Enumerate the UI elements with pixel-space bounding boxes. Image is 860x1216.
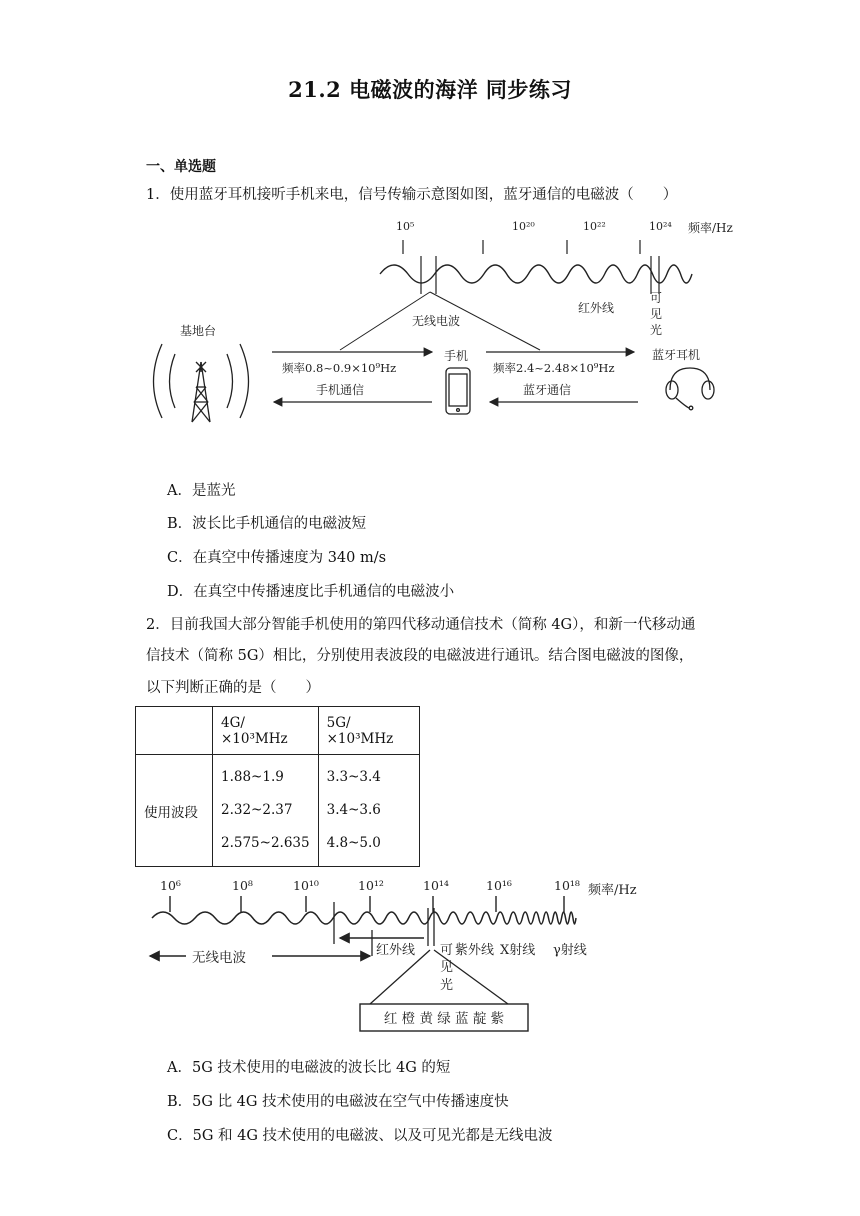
spectrum-radio-label: 无线电波 xyxy=(192,950,246,966)
table-row-label: 使用波段 xyxy=(136,755,213,867)
question-2-stem-line-2: 信技术（简称 5G）相比，分别使用表波段的电磁波进行通讯。结合图电磁波的图像， xyxy=(146,648,694,664)
spectrum-wave xyxy=(152,912,576,924)
question-2-stem-line-3: 以下判断正确的是（ ） xyxy=(146,680,320,696)
page-title: 21.2 电磁波的海洋 同步练习 xyxy=(288,77,572,102)
freq-tick-label: 10²² xyxy=(583,220,606,233)
bluetooth-frequency-label: 频率2.4~2.48×10⁹Hz xyxy=(493,361,615,375)
table-cell-5g xyxy=(318,755,419,867)
spectrum-freq-unit: 频率/Hz xyxy=(588,883,637,898)
spectrum-visible-char: 见 xyxy=(440,960,454,975)
spectrum-tick-label: 10¹⁴ xyxy=(423,878,449,893)
spectrum-tick-label: 10⁸ xyxy=(232,878,253,893)
visible-label-2: 见 xyxy=(650,307,663,321)
table-header-cell: 4G/×10³MHz xyxy=(213,707,319,755)
visible-label-3: 光 xyxy=(650,323,663,337)
spectrum-uv-label: 紫外线 xyxy=(455,943,495,958)
table-cell-4g xyxy=(213,755,319,867)
freq-unit-label: 频率/Hz xyxy=(688,221,733,235)
table-row xyxy=(136,755,420,867)
spectrum-infrared-label: 红外线 xyxy=(376,943,416,958)
band-value: 2.32~2.37 xyxy=(221,802,293,818)
spectrum-tick-label: 10⁶ xyxy=(160,878,181,893)
freq-tick-label: 10²⁴ xyxy=(649,220,672,233)
question-2-stem-line-1: 2．目前我国大部分智能手机使用的第四代移动通信技术（简称 4G），和新一代移动通 xyxy=(146,617,696,633)
phone-icon xyxy=(446,368,470,414)
band-value: 3.3~3.4 xyxy=(326,769,381,785)
section-heading: 一、单选题 xyxy=(146,159,216,175)
visible-label-1: 可 xyxy=(650,291,663,305)
base-station-label: 基地台 xyxy=(180,324,217,338)
q1-option-c[interactable]: C．在真空中传播速度为 340 m/s xyxy=(167,550,387,566)
bluetooth-comm-label: 蓝牙通信 xyxy=(523,383,572,397)
band-value: 2.575~2.635 xyxy=(221,835,310,851)
freq-tick-label: 10⁵ xyxy=(396,220,415,233)
spectrum-tick-label: 10¹⁶ xyxy=(486,878,512,893)
freq-tick-label: 10²⁰ xyxy=(512,220,535,233)
em-wave xyxy=(380,265,692,283)
band-value: 3.4~3.6 xyxy=(326,802,381,818)
phone-comm-label: 手机通信 xyxy=(316,383,365,397)
visible-colors-label: 红 橙 黄 绿 蓝 靛 紫 xyxy=(383,1011,505,1027)
phone-label: 手机 xyxy=(444,349,469,363)
q1-option-a[interactable]: A．是蓝光 xyxy=(167,483,236,499)
band-value: 1.88~1.9 xyxy=(221,769,284,785)
spectrum-visible-char: 光 xyxy=(440,978,454,993)
base-station-icon xyxy=(154,344,249,422)
spectrum-visible-char: 可 xyxy=(440,943,454,958)
table-header-cell: 5G/×10³MHz xyxy=(318,707,419,755)
radio-wave-label: 无线电波 xyxy=(412,314,461,328)
q2-option-b[interactable]: B．5G 比 4G 技术使用的电磁波在空气中传播速度快 xyxy=(167,1094,509,1110)
table-header-cell xyxy=(136,707,213,755)
infrared-label: 红外线 xyxy=(578,301,615,315)
question-1-stem: 1．使用蓝牙耳机接听手机来电，信号传输示意图如图，蓝牙通信的电磁波（ ） xyxy=(146,187,678,203)
phone-frequency-label: 频率0.8~0.9×10⁹Hz xyxy=(282,361,397,375)
q1-option-d[interactable]: D．在真空中传播速度比手机通信的电磁波小 xyxy=(167,584,455,600)
spectrum-tick-label: 10¹⁰ xyxy=(293,878,319,893)
q1-signal-diagram xyxy=(140,212,760,444)
frequency-band-table xyxy=(135,706,420,867)
band-value: 4.8~5.0 xyxy=(326,835,381,851)
spectrum-gamma-label: γ射线 xyxy=(553,943,587,958)
q2-option-a[interactable]: A．5G 技术使用的电磁波的波长比 4G 的短 xyxy=(167,1060,451,1076)
q1-option-b[interactable]: B．波长比手机通信的电磁波短 xyxy=(167,516,367,532)
spectrum-xray-label: X射线 xyxy=(500,943,536,958)
headphones-icon xyxy=(666,368,714,410)
spectrum-tick-label: 10¹² xyxy=(358,878,384,893)
earphone-label: 蓝牙耳机 xyxy=(652,348,701,362)
em-spectrum-diagram xyxy=(140,872,660,1038)
spectrum-tick-label: 10¹⁸ xyxy=(554,878,580,893)
table-header-row xyxy=(136,707,420,755)
q2-option-c[interactable]: C．5G 和 4G 技术使用的电磁波、以及可见光都是无线电波 xyxy=(167,1128,553,1144)
